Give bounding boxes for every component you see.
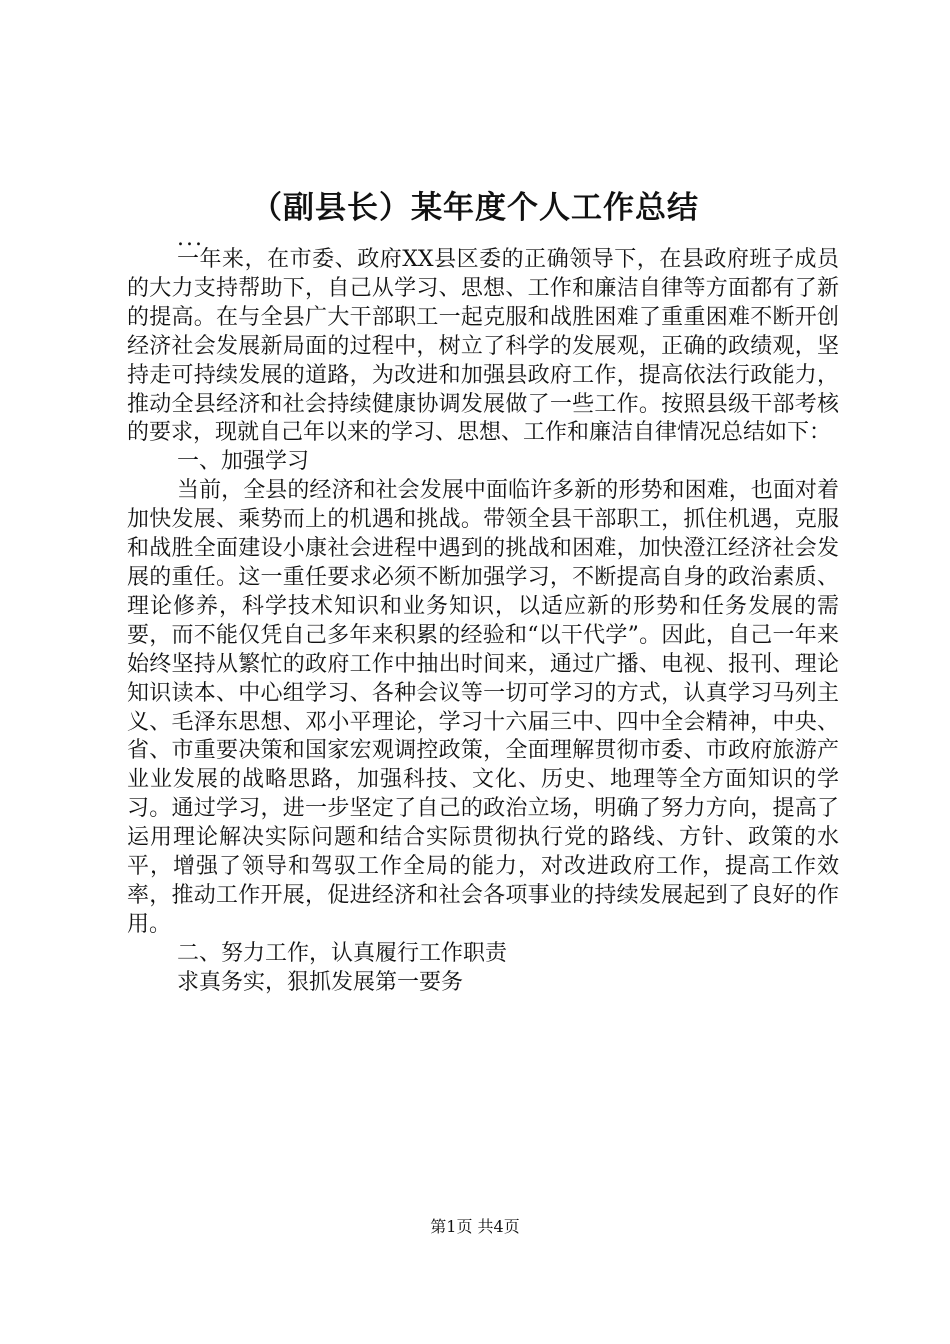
document-body [127,226,839,998]
ellipsis-marker: ... [177,226,204,251]
page-footer: 第1页 共4页 [430,1217,520,1236]
paragraph-intro: 一年来，在市委、政府XX县区委的正确领导下，在县政府班子成员的大力支持帮助下，自己从学习、思想、工作和廉洁自律等方面都有了新的提高。在与全县广大干部职工一起克服和战胜困难了重重困难不断开创经济社会发展新局面的过程中，树立了科学的发展观，正确的政绩观，坚持走可持续发展的道路，为改进和加强县政府工作，提高依法行政能力，推动全县经济和社会持续健康协调发展做了一些工作。按照县级干部考核的要求，现就自己年以来的学习、思想、工作和廉洁自律情况总结如下： [127,247,839,446]
paragraph-study: 当前，全县的经济和社会发展中面临许多新的形势和困难，也面对着加快发展、乘势而上的机遇和挑战。带领全县干部职工，抓住机遇，克服和战胜全面建设小康社会进程中遇到的挑战和困难，加快澄江经济社会发展的重任。这一重任要求必须不断加强学习，不断提高自身的政治素质、理论修养，科学技术知识和业务知识，以适应新的形势和任务发展的需要，而不能仅凭自己多年来积累的经验和“以干代学”。因此，自己一年来始终坚持从繁忙的政府工作中抽出时间来，通过广播、电视、报刊、理论知识读本、中心组学习、各种会议等一切可学习的方式，认真学习马列主义、毛泽东思想、邓小平理论，学习十六届三中、四中全会精神，中央、省、市重要决策和国家宏观调控政策，全面理解贯彻市委、市政府旅游产业业发展的战略思路，加强科技、文化、历史、地理等全方面知识的学习。通过学习，进一步坚定了自己的政治立场，明确了努力方向，提高了运用理论解决实际问题和结合实际贯彻执行党的路线、方针、政策的水平，增强了领导和驾驭工作全局的能力，对改进政府工作，提高工作效率，推动工作开展，促进经济和社会各项事业的持续发展起到了良好的作用。 [127,478,839,937]
document-title: （副县长）某年度个人工作总结 [251,190,699,226]
section-heading-work: 二、努力工作，认真履行工作职责 [177,940,508,966]
subsection-heading-development: 求真务实，狠抓发展第一要务 [177,969,464,995]
section-heading-study: 一、加强学习 [177,449,310,475]
